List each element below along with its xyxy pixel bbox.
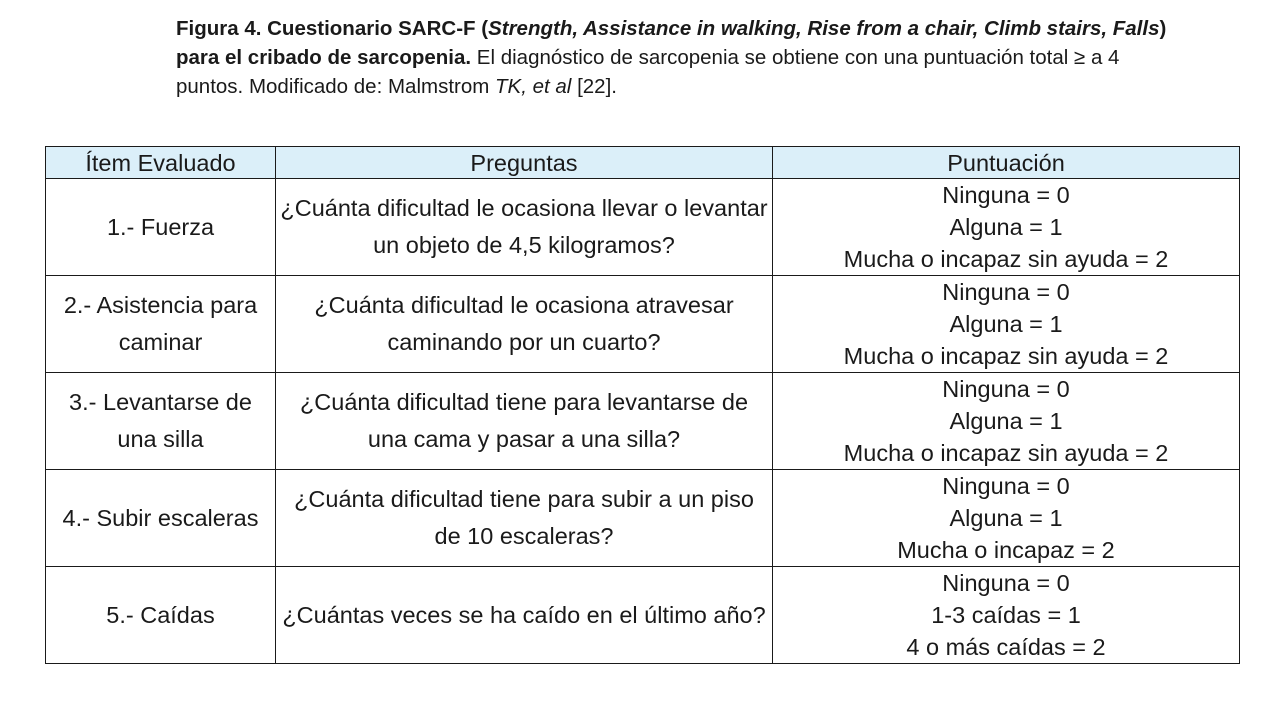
table-row bbox=[46, 276, 1240, 373]
score-line: Ninguna = 0 bbox=[942, 182, 1070, 208]
item-cell: 4.- Subir escaleras bbox=[46, 470, 276, 567]
question-cell: ¿Cuánta dificultad tiene para subir a un piso de 10 escaleras? bbox=[276, 470, 773, 567]
question-cell: ¿Cuánta dificultad tiene para levantarse de una cama y pasar a una silla? bbox=[276, 373, 773, 470]
score-cell bbox=[773, 179, 1240, 276]
table-row bbox=[46, 179, 1240, 276]
score-line: Alguna = 1 bbox=[949, 408, 1063, 434]
header-question: Preguntas bbox=[276, 147, 773, 179]
score-line: Mucha o incapaz sin ayuda = 2 bbox=[843, 246, 1169, 272]
score-line: Alguna = 1 bbox=[949, 214, 1063, 240]
score-line: Ninguna = 0 bbox=[942, 279, 1070, 305]
score-cell bbox=[773, 470, 1240, 567]
caption-figure-label: Figura 4. Cuestionario SARC-F ( bbox=[176, 17, 489, 40]
table-row bbox=[46, 470, 1240, 567]
table-row bbox=[46, 567, 1240, 664]
question-cell: ¿Cuánta dificultad le ocasiona llevar o levantar un objeto de 4,5 kilogramos? bbox=[276, 179, 773, 276]
item-cell: 1.- Fuerza bbox=[46, 179, 276, 276]
score-line: Ninguna = 0 bbox=[942, 376, 1070, 402]
score-line: Mucha o incapaz sin ayuda = 2 bbox=[843, 440, 1169, 466]
item-cell: 2.- Asistencia para caminar bbox=[46, 276, 276, 373]
sarc-f-table bbox=[45, 146, 1240, 664]
item-cell: 5.- Caídas bbox=[46, 567, 276, 664]
table-row bbox=[46, 373, 1240, 470]
question-cell: ¿Cuánta dificultad le ocasiona atravesar caminando por un cuarto? bbox=[276, 276, 773, 373]
header-item: Ítem Evaluado bbox=[46, 147, 276, 179]
score-line: 1-3 caídas = 1 bbox=[931, 602, 1081, 628]
caption-text-2: [22]. bbox=[571, 75, 617, 98]
score-line: Alguna = 1 bbox=[949, 311, 1063, 337]
item-cell: 3.- Levantarse de una silla bbox=[46, 373, 276, 470]
caption-title-italic: Strength, Assistance in walking, Rise from a chair, Climb stairs, Falls bbox=[488, 17, 1160, 40]
score-cell bbox=[773, 373, 1240, 470]
header-score: Puntuación bbox=[773, 147, 1240, 179]
score-cell bbox=[773, 567, 1240, 664]
score-line: Alguna = 1 bbox=[949, 505, 1063, 531]
score-line: Mucha o incapaz = 2 bbox=[897, 537, 1115, 563]
figure-caption bbox=[176, 14, 1176, 101]
score-line: 4 o más caídas = 2 bbox=[906, 634, 1106, 660]
caption-text-1: El diagnóstico de sarcopenia se obtiene con una puntuación total ≥ a 4 puntos. Modificado de: Malmstrom bbox=[176, 46, 1120, 98]
question-cell: ¿Cuántas veces se ha caído en el último año? bbox=[276, 567, 773, 664]
score-line: Ninguna = 0 bbox=[942, 570, 1070, 596]
score-line: Mucha o incapaz sin ayuda = 2 bbox=[843, 343, 1169, 369]
table-header-row bbox=[46, 147, 1240, 179]
score-line: Ninguna = 0 bbox=[942, 473, 1070, 499]
caption-text-italic: TK, et al bbox=[495, 75, 572, 98]
score-cell bbox=[773, 276, 1240, 373]
caption-title-end: ) para el cribado de sarcopenia. bbox=[176, 17, 1167, 69]
